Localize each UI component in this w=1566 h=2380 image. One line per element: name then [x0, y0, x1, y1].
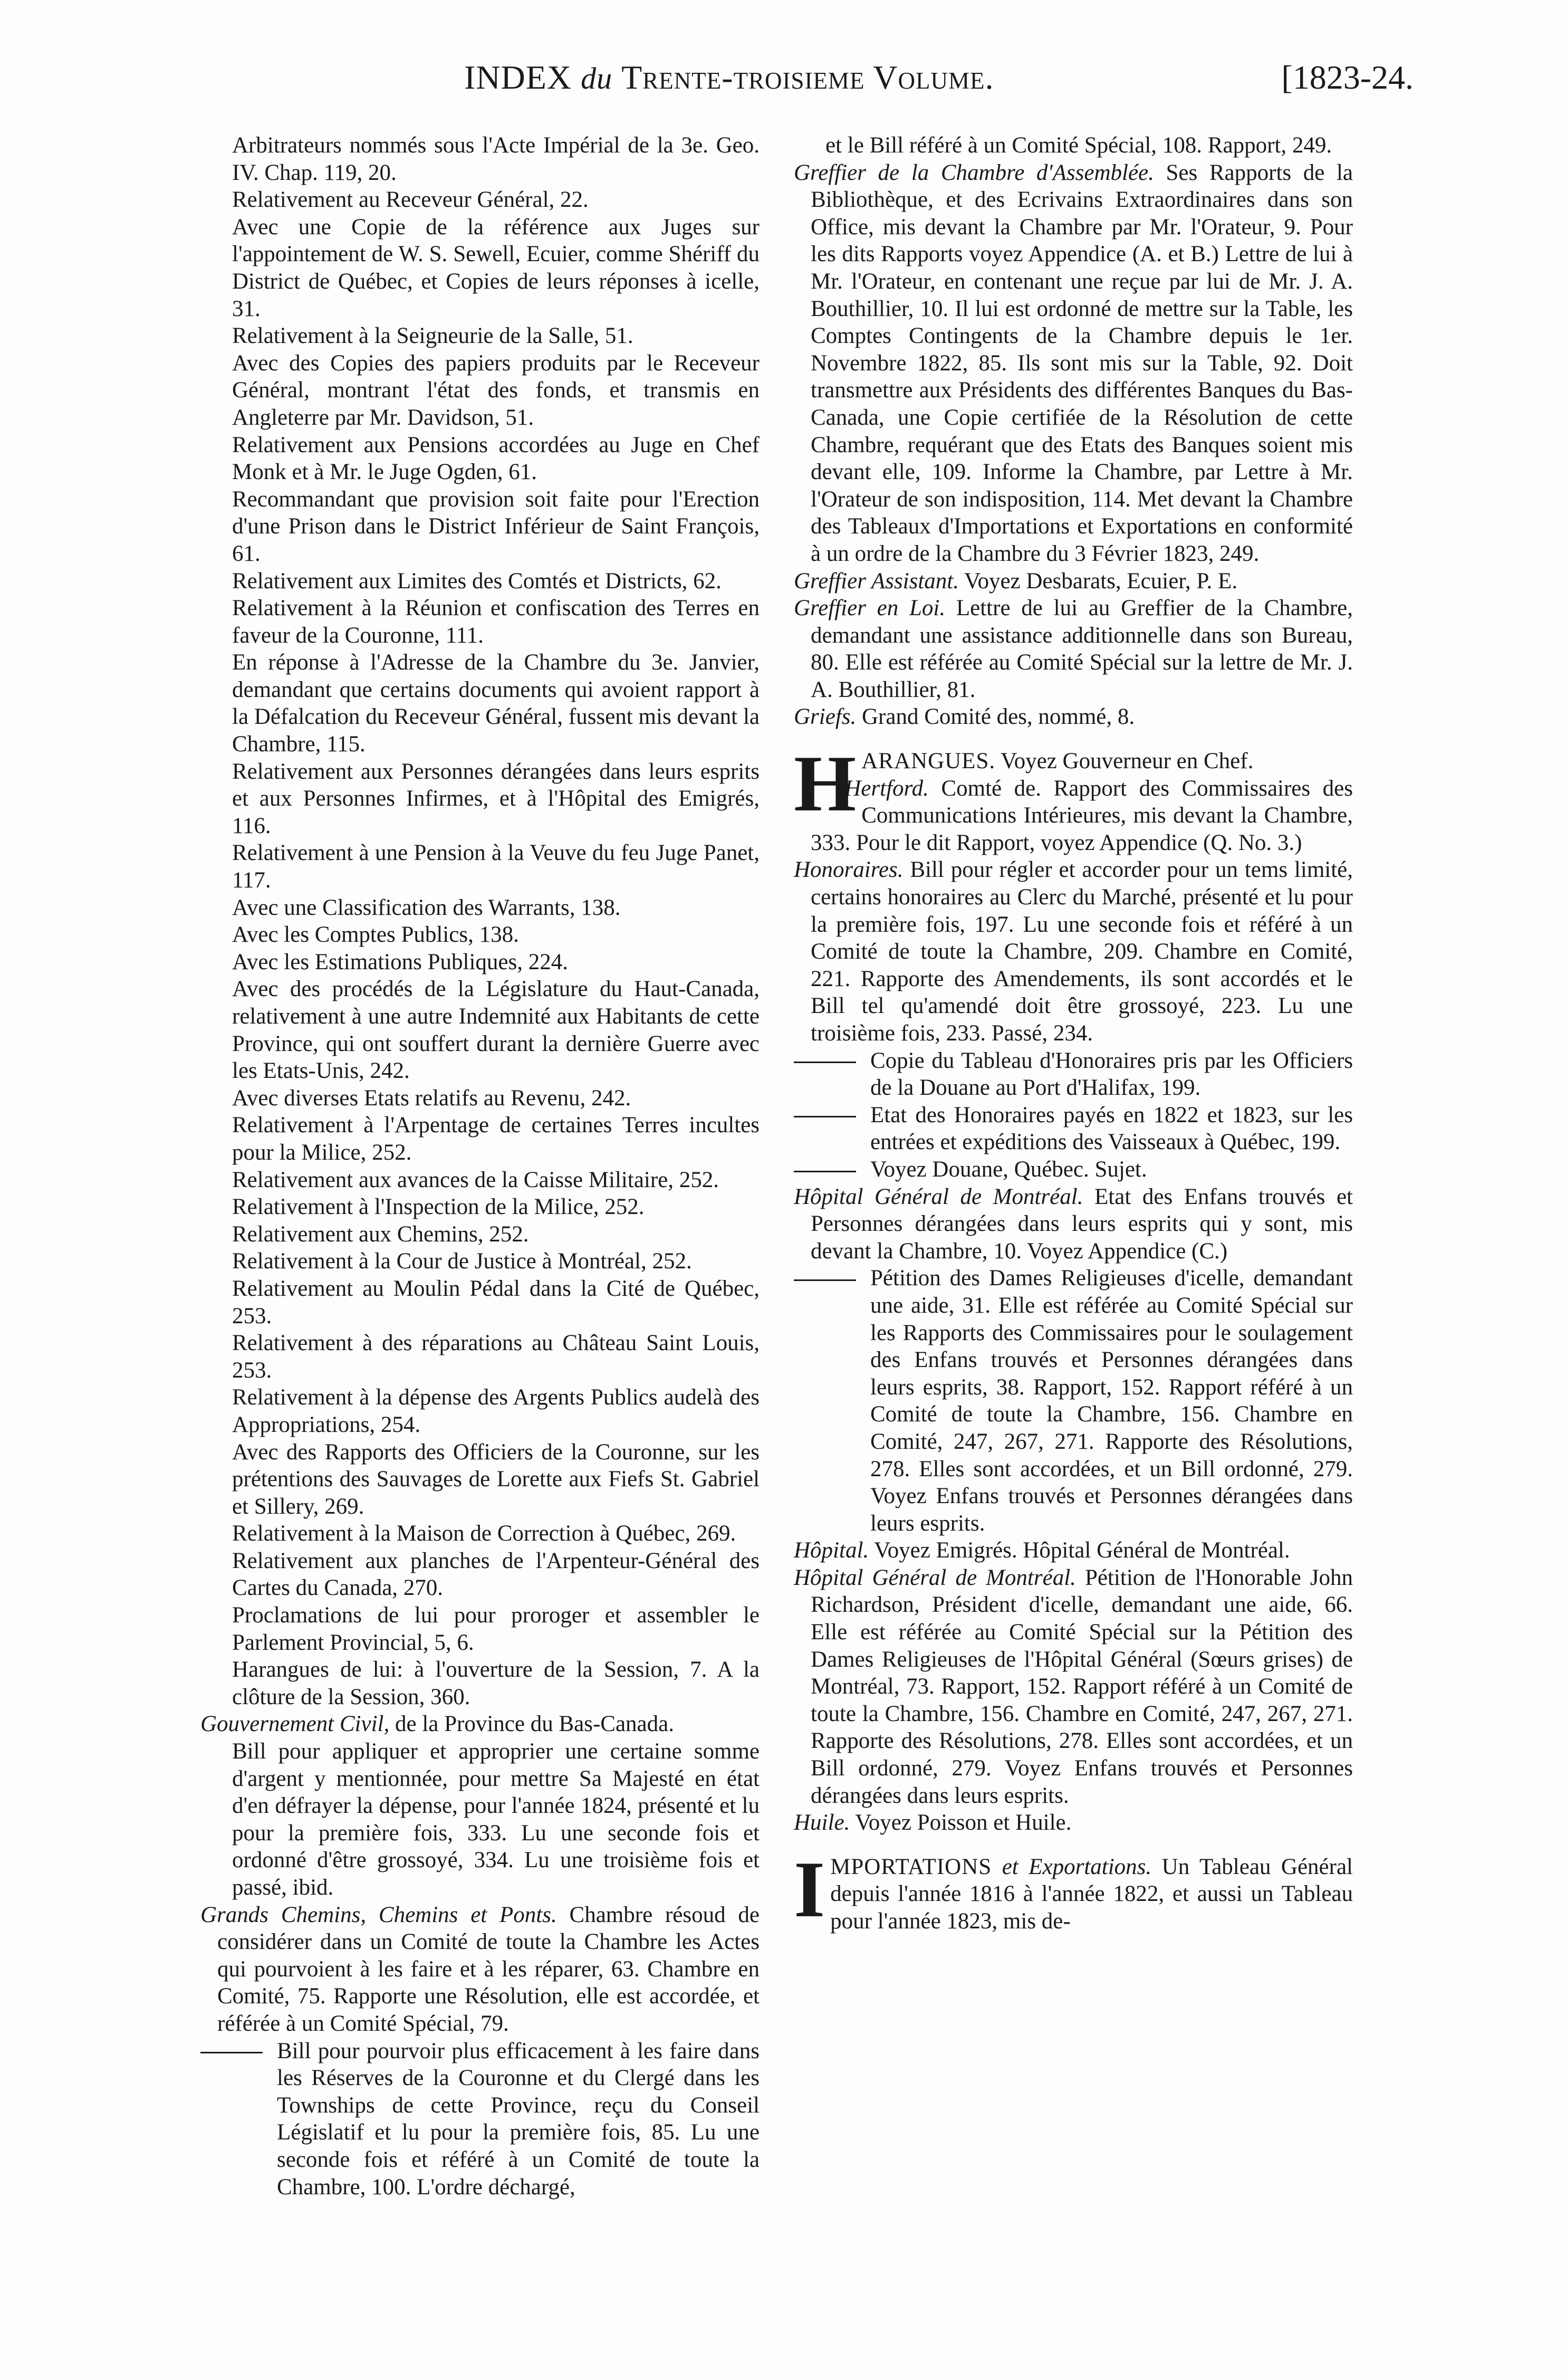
title-rest: Trente-troisieme Volume.	[621, 59, 994, 96]
entry-text: Relativement à l'Inspection de la Milice, 252.	[232, 1194, 645, 1220]
index-entry	[794, 1809, 1353, 1837]
section-heading: ARANGUES.	[861, 749, 996, 774]
index-entry	[794, 1102, 1353, 1156]
entry-heading: Honoraires.	[794, 857, 904, 883]
entry-text: Harangues de lui: à l'ouverture de la Session, 7. A la clôture de la Session, 360.	[232, 1657, 760, 1709]
index-entry	[200, 921, 760, 949]
index-entry	[200, 1547, 760, 1602]
index-entry	[200, 758, 760, 840]
entry-text: Voyez Douane, Québec. Sujet.	[870, 1156, 1147, 1182]
entry-text: Comté de. Rapport des Commissaires des Communications Intérieures, mis devant la Chambre, 333. Pour le dit Rapport, voyez Appendice (Q. No. 3.)	[811, 776, 1353, 855]
entry-text: Relativement aux Personnes dérangées dans leurs esprits et aux Personnes Infirmes, et à l'Hôpital des Emigrés, 116.	[232, 759, 760, 838]
index-entry	[794, 1156, 1353, 1183]
entry-text: En réponse à l'Adresse de la Chambre du 3e. Janvier, demandant que certains documents qui avoient rapport à la Défalcation du Receveur Général, fussent mis devant la Chambre, 115.	[232, 650, 760, 757]
index-entry	[200, 486, 760, 568]
entry-text: Relativement à la Réunion et confiscation des Terres en faveur de la Couronne, 111.	[232, 596, 760, 648]
entry-text: Relativement à une Pension à la Veuve du feu Juge Panet, 117.	[232, 840, 760, 893]
entry-text: Avec diverses Etats relatifs au Revenu, 242.	[232, 1085, 631, 1111]
index-entry	[200, 1167, 760, 1194]
index-entry	[794, 1183, 1353, 1265]
index-entry	[200, 1275, 760, 1330]
entry-text: Recommandant que provision soit faite pour l'Erection d'une Prison dans le District Inférieur de Saint François, 61.	[232, 486, 760, 566]
index-entry	[200, 350, 760, 432]
entry-text: Relativement à la Maison de Correction à Québec, 269.	[232, 1521, 736, 1546]
entry-text: Relativement à la dépense des Argents Publics audelà des Appropriations, 254.	[232, 1385, 760, 1437]
repeat-dash	[794, 1062, 856, 1063]
index-entry	[200, 1384, 760, 1438]
entry-heading: Hôpital Général de Montréal.	[794, 1184, 1083, 1209]
index-entry	[794, 1564, 1353, 1809]
entry-text: Relativement au Moulin Pédal dans la Cité de Québec, 253.	[232, 1276, 760, 1328]
entry-text: Voyez Gouverneur en Chef.	[995, 749, 1254, 774]
repeat-dash	[794, 1116, 856, 1117]
index-entry	[200, 1656, 760, 1710]
entry-text: Arbitrateurs nommés sous l'Acte Impérial de la 3e. Geo. IV. Chap. 119, 20.	[232, 133, 760, 185]
entry-text: Bill pour régler et accorder pour un tems limité, certains honoraires au Clerc du Marché, présenté et lu pour la première fois, 197. Lu une seconde fois et référé à un Comité de toute la Chambre, 209. Chambre en Comité, 221. Rapporte des Amendements, ils sont accordés et le Bill tel qu'amendé doit être grossoyé, 223. Lu une troisième fois, 233. Passé, 234.	[811, 857, 1353, 1046]
entry-text: Relativement à la Seigneurie de la Salle, 51.	[232, 323, 633, 349]
index-entry	[200, 595, 760, 649]
index-entry	[794, 856, 1353, 1047]
index-entry	[200, 1439, 760, 1521]
entry-heading: Greffier Assistant.	[794, 568, 959, 594]
entry-text: Un Tableau Général depuis l'année 1816 à l'année 1822, et aussi un Tableau pour l'année 1823, mis de-	[830, 1854, 1353, 1934]
index-entry	[200, 1330, 760, 1384]
index-entry	[200, 2038, 760, 2201]
index-entry	[200, 1710, 760, 1738]
entry-text: Relativement à la Cour de Justice à Montréal, 252.	[232, 1249, 692, 1274]
index-entry	[200, 1602, 760, 1656]
drop-cap-letter: I	[794, 1844, 825, 1934]
index-entry	[794, 132, 1353, 159]
title-du: du	[581, 61, 613, 95]
entry-text: Relativement aux avances de la Caisse Militaire, 252.	[232, 1167, 719, 1192]
right-column	[794, 132, 1353, 1935]
entry-text: Relativement aux Chemins, 252.	[232, 1221, 529, 1247]
entry-heading: Hôpital Général de Montréal.	[794, 1565, 1076, 1590]
repeat-dash	[794, 1171, 856, 1172]
index-entry	[200, 568, 760, 595]
entry-text: Voyez Poisson et Huile.	[850, 1810, 1072, 1836]
entry-text: Relativement aux Limites des Comtés et Districts, 62.	[232, 568, 722, 594]
index-entry	[200, 649, 760, 758]
entry-text: Avec les Comptes Publics, 138.	[232, 922, 519, 948]
repeat-dash	[794, 1279, 856, 1281]
entry-heading: Griefs.	[794, 704, 857, 730]
title-main: INDEX	[464, 59, 572, 96]
entry-text: Relativement à des réparations au Château Saint Louis, 253.	[232, 1331, 760, 1383]
entry-text: Lettre de lui au Greffier de la Chambre, demandant une assistance additionnelle dans son Bureau, 80. Elle est référée au Comité Spécial sur la lettre de Mr. J. A. Bouthillier, 81.	[811, 596, 1353, 702]
entry-heading: Gouvernement Civil,	[200, 1712, 390, 1737]
entry-text: Copie du Tableau d'Honoraires pris par les Officiers de la Douane au Port d'Halifax, 199.	[870, 1048, 1353, 1101]
index-entry	[200, 1901, 760, 2038]
index-entry	[794, 568, 1353, 595]
index-entry	[794, 775, 1353, 857]
entry-heading: Grands Chemins, Chemins et Ponts.	[200, 1902, 557, 1927]
entry-text: de la Province du Bas-Canada.	[389, 1712, 674, 1737]
index-entry	[794, 703, 1353, 731]
index-entry	[794, 159, 1353, 568]
page-title	[464, 58, 994, 97]
entry-text: Relativement aux planches de l'Arpenteur-Général des Cartes du Canada, 270.	[232, 1548, 760, 1601]
index-entry	[794, 1537, 1353, 1564]
entry-text: Avec des Copies des papiers produits par le Receveur Général, montrant l'état des fonds, et transmis en Angleterre par Mr. Davidson, 51.	[232, 350, 760, 430]
section-heading: MPORTATIONS	[830, 1854, 992, 1879]
entry-text: Avec les Estimations Publiques, 224.	[232, 949, 568, 974]
entry-text: Ses Rapports de la Bibliothèque, et des Ecrivains Extraordinaires dans son Office, mis devant la Chambre par Mr. l'Orateur, 9. Pour les dits Rapports voyez Appendice (A. et B.) Lettre de lui à Mr. l'Orateur, en contenant une reçue par lui de Mr. J. A. Bouthillier, 10. Il lui est ordonné de mettre sur la Table, les Comptes Contingents de la Chambre depuis le 1er. Novembre 1822, 85. Ils sont mis sur la Table, 92. Doit transmettre aux Présidents des différentes Banques du Bas-Canada, une Copie certifiée de la Résolution de cette Chambre, requérant que des Etats des Banques soient mis devant elle, 109. Informe la Chambre, par Lettre à Mr. l'Orateur de son indisposition, 114. Met devant la Chambre des Tableaux d'Importations et Exportations en conformité à un ordre de la Chambre du 3 Février 1823, 249.	[811, 160, 1353, 566]
index-entry	[794, 1047, 1353, 1102]
index-entry	[200, 1221, 760, 1248]
entry-text: Bill pour pourvoir plus efficacement à les faire dans les Réserves de la Couronne et du Clergé dans les Townships de cette Province, reçu du Conseil Législatif et lu pour la première fois, 85. Lu une seconde fois et référé à un Comité de toute la Chambre, 100. L'ordre déchargé,	[277, 2038, 760, 2200]
index-entry	[200, 839, 760, 894]
entry-text: Etat des Enfans trouvés et Personnes dérangées dans leurs esprits qui y sont, mis devant la Chambre, 10. Voyez Appendice (C.)	[811, 1184, 1353, 1264]
page-date: [1823-24.	[1281, 59, 1414, 96]
entry-text: Avec des procédés de la Législature du Haut-Canada, relativement à une autre Indemnité aux Habitants de cette Province, qui ont souffert durant la dernière Guerre avec les Etats-Unis, 242.	[232, 977, 760, 1084]
entry-text: et le Bill référé à un Comité Spécial, 108. Rapport, 249.	[825, 133, 1332, 158]
index-entry	[794, 595, 1353, 703]
entry-text: Bill pour appliquer et approprier une certaine somme d'argent y mentionnée, pour mettre Sa Majesté en état d'en défrayer la dépense, pour l'année 1824, présenté et lu pour la première fois, 333. Lu une seconde fois et ordonné d'être grossoyé, 334. Lu une troisième fois et passé, ibid.	[232, 1739, 760, 1900]
index-entry	[200, 322, 760, 350]
index-entry	[200, 214, 760, 322]
entry-text: Avec une Copie de la référence aux Juges sur l'appointement de W. S. Sewell, Ecuier, comme Shériff du District de Québec, et Copies de leurs réponses à icelle, 31.	[232, 214, 760, 321]
entry-text: Relativement aux Pensions accordées au Juge en Chef Monk et à Mr. le Juge Ogden, 61.	[232, 432, 760, 485]
entry-heading: Greffier en Loi.	[794, 596, 946, 621]
entry-heading: Greffier de la Chambre d'Assemblée.	[794, 160, 1154, 185]
entry-text: Relativement à l'Arpentage de certaines Terres incultes pour la Milice, 252.	[232, 1113, 760, 1165]
index-entry	[200, 1112, 760, 1166]
page-header	[200, 58, 1414, 121]
entry-text: Relativement au Receveur Général, 22.	[232, 187, 589, 213]
left-column	[200, 132, 760, 2201]
repeat-dash	[200, 2052, 263, 2053]
entry-text: Chambre résoud de considérer dans un Comité de toute la Chambre les Actes qui pourvoient à les faire et à les réparer, 63. Chambre en Comité, 75. Rapporte une Résolution, elle est accordée, et référée à un Comité Spécial, 79.	[217, 1902, 760, 2036]
entry-text: Avec des Rapports des Officiers de la Couronne, sur les prétentions des Sauvages de Lorette aux Fiefs St. Gabriel et Sillery, 269.	[232, 1439, 760, 1519]
entry-text: Pétition de l'Honorable John Richardson, Président d'icelle, demandant une aide, 66. Elle est référée au Comité Spécial sur la Pétition des Dames Religieuses de l'Hôpital Général (Sœurs grises) de Montréal, 73. Rapport, 152. Rapport référé à un Comité de toute la Chambre, 156. Chambre en Comité, 247, 267, 271. Rapporte des Résolutions, 278. Elles sont accordées, et un Bill ordonné, 279. Voyez Enfans trouvés et Personnes dérangées dans leurs esprits.	[811, 1565, 1353, 1808]
entry-text: Proclamations de lui pour proroger et assembler le Parlement Provincial, 5, 6.	[232, 1603, 760, 1655]
entry-text: Voyez Emigrés. Hôpital Général de Montréal.	[869, 1538, 1290, 1563]
index-entry	[200, 1520, 760, 1547]
index-entry	[200, 186, 760, 214]
entry-text: Voyez Desbarats, Ecuier, P. E.	[958, 568, 1238, 594]
section-heading-italic: et Exportations.	[992, 1854, 1152, 1879]
index-entry	[200, 1248, 760, 1275]
index-entry	[794, 1265, 1353, 1537]
index-entry	[200, 894, 760, 922]
entry-heading: Hôpital.	[794, 1538, 869, 1563]
entry-text: Avec une Classification des Warrants, 138.	[232, 895, 621, 920]
index-entry	[200, 949, 760, 976]
entry-heading: Huile.	[794, 1810, 850, 1836]
index-entry	[200, 976, 760, 1084]
index-entry	[794, 1844, 1353, 1935]
entry-heading: Hertford.	[844, 776, 929, 801]
entry-text: Grand Comité des, nommé, 8.	[856, 704, 1135, 730]
index-entry	[200, 1085, 760, 1112]
drop-cap-letter: H	[794, 739, 857, 828]
index-entry	[200, 1738, 760, 1901]
index-entry	[200, 432, 760, 486]
entry-text: Pétition des Dames Religieuses d'icelle, demandant une aide, 31. Elle est référée au Comité Spécial sur les Rapports des Commissaires pour le soulagement des Enfans trouvés et Personnes dérangées dans leurs esprits, 38. Rapport, 152. Rapport référé à un Comité de toute la Chambre, 156. Chambre en Comité, 247, 267, 271. Rapporte des Résolutions, 278. Elles sont accordées, et un Bill ordonné, 279. Voyez Enfans trouvés et Personnes dérangées dans leurs esprits.	[870, 1266, 1353, 1536]
index-entry	[200, 132, 760, 186]
entry-text: Etat des Honoraires payés en 1822 et 1823, sur les entrées et expéditions des Vaisseaux à Québec, 199.	[870, 1102, 1353, 1155]
index-entry	[200, 1193, 760, 1221]
